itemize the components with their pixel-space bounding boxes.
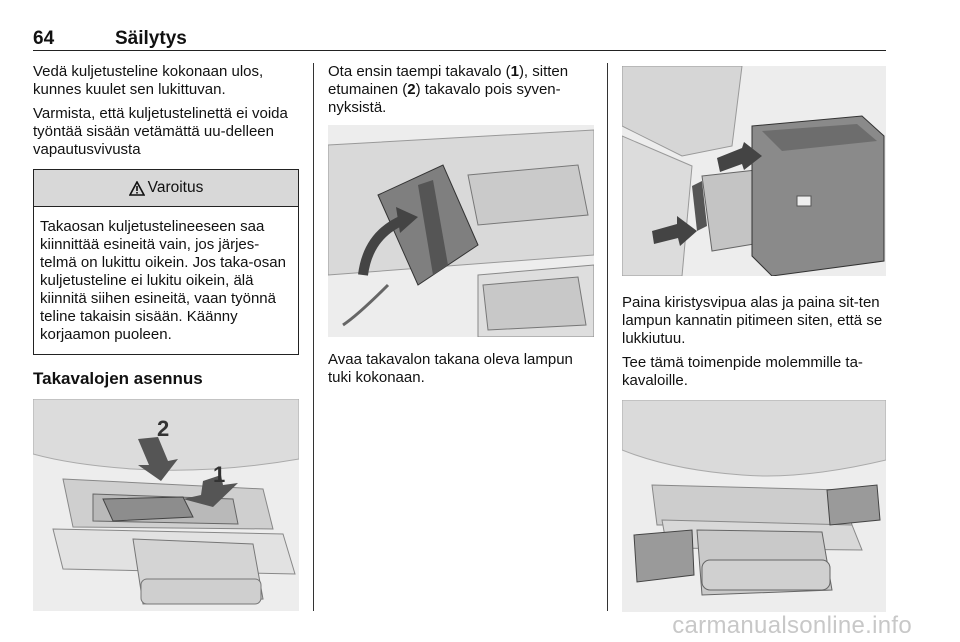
page-number: 64 <box>33 28 55 49</box>
column-divider-1 <box>313 63 314 611</box>
warning-text: Takaosan kuljetustelineeseen saa kiinnittää esineitä vain, jos järjes-telmä on lukittu oikein. Jos taka-osan kuljetusteline ei lukitu oikein, älä kiinnitä siihen esineitä, vaan työnnä teline takaisin sisään. Käänny korjaamon puoleen. <box>40 218 286 343</box>
warning-triangle-icon <box>129 181 145 196</box>
paragraph-pull-out: Vedä kuljetusteline kokonaan ulos, kunnes kuulet sen lukittuvan. <box>33 63 264 98</box>
warning-box <box>33 169 299 355</box>
paragraph-press-lever: Paina kiristysvipua alas ja paina sit-ten lampun kannatin pitimeen siten, että se lukkiutuu. <box>622 294 883 347</box>
figure-callout-1: 1 <box>213 462 226 487</box>
figure-callout-2: 2 <box>157 416 170 441</box>
figure-press-tension-lever <box>622 66 886 276</box>
paragraph-verify-lock: Varmista, että kuljetustelinettä ei voida työntää sisään vetämättä uu-delleen vapautusvivusta <box>33 105 288 158</box>
figure-lights-stored <box>33 399 299 611</box>
paragraph-open-support: Avaa takavalon takana oleva lampun tuki kokonaan. <box>328 351 573 386</box>
column-divider-2 <box>607 63 608 611</box>
section-title: Säilytys <box>115 28 187 49</box>
subheading-tail-lights: Takavalojen asennus <box>33 369 203 388</box>
paragraph-remove-lights: Ota ensin taempi takavalo (1), sitten etumainen (2) takavalo pois syven-nyksistä. <box>328 63 569 116</box>
warning-title: Varoitus <box>147 179 204 196</box>
header-rule <box>33 50 886 51</box>
page-header <box>33 28 886 50</box>
column-1 <box>33 63 299 611</box>
watermark: carmanualsonline.info <box>672 612 912 639</box>
warning-header <box>34 170 298 207</box>
figure-open-lamp-support <box>328 125 594 337</box>
paragraph-repeat-both: Tee tämä toimenpide molemmille ta-kavaloille. <box>622 354 863 389</box>
column-3 <box>622 66 886 612</box>
column-2 <box>328 63 594 393</box>
figure-lights-mounted <box>622 400 886 612</box>
